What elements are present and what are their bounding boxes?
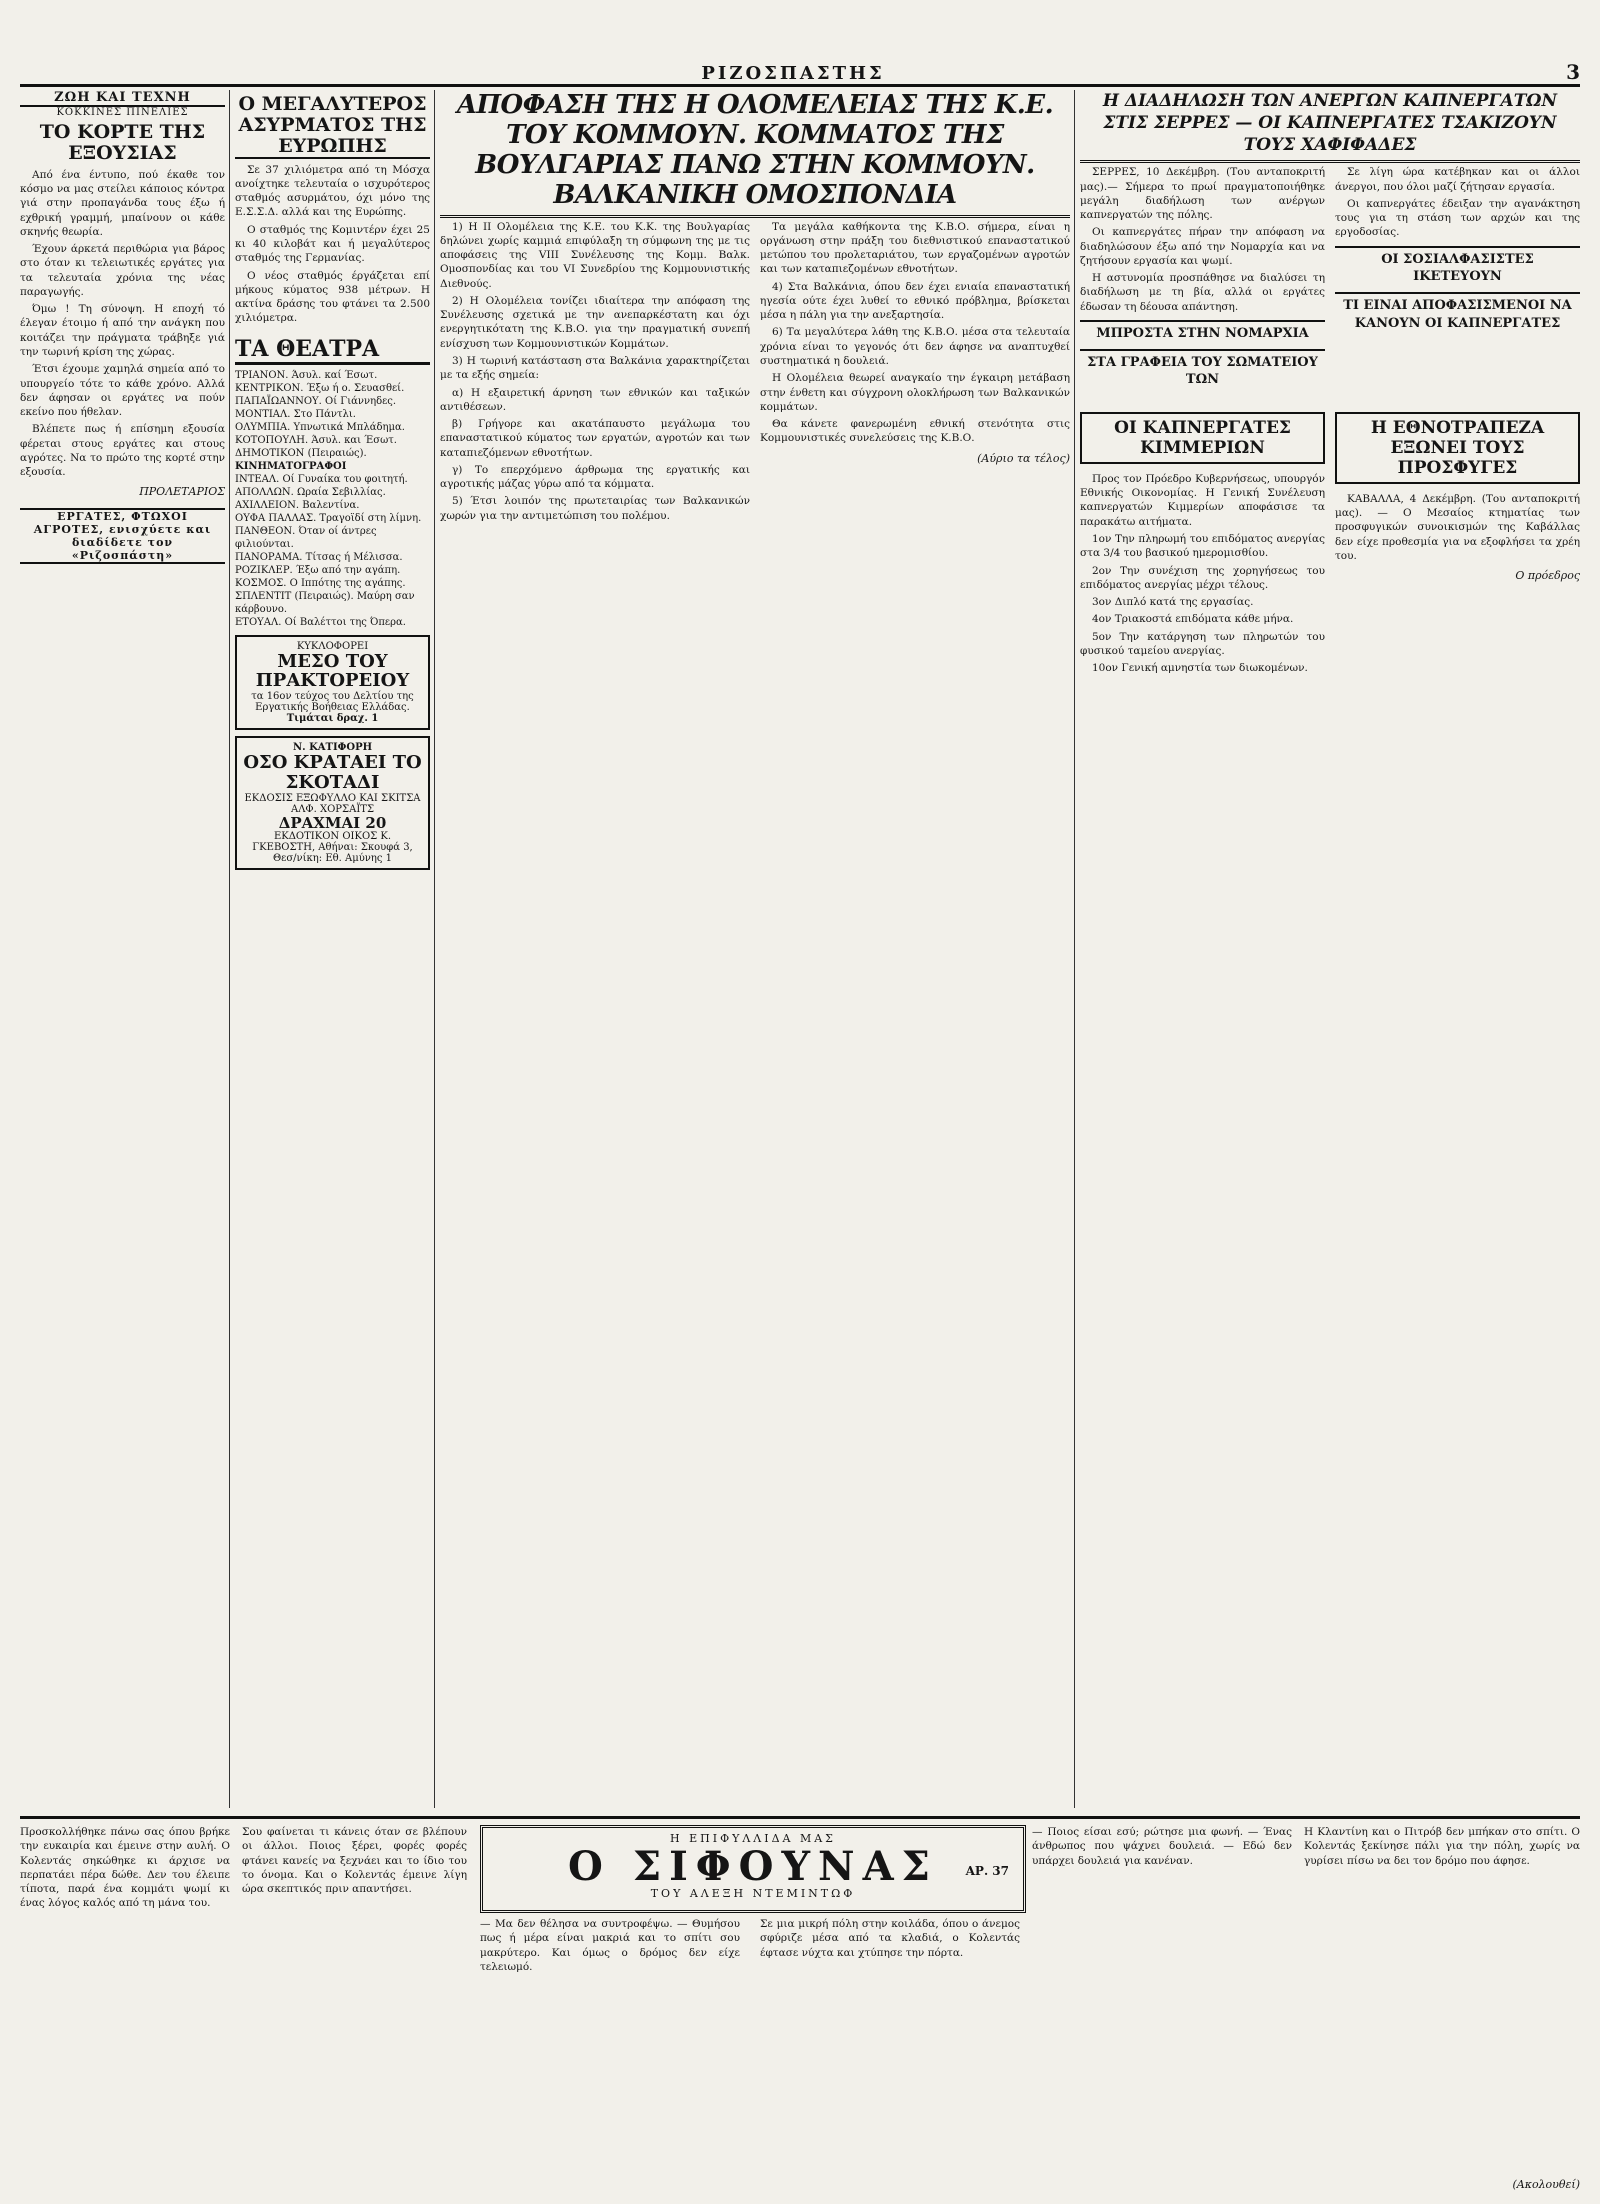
feuilleton-column: Προσκολλήθηκε πάνω σας όπου βρήκε την ευκαιρία και έμεινε στην αυλή. Ο Κολεντάς σηκώθηκε κι άρχισε να περπατάει πέρα δώθε. Δεν του έλειπε τίποτα, παρά ένα κομμάτι ψωμί κι ένας λόγος καλός από τη μάνα του. xyxy=(20,1826,230,1910)
list-item: ΟΥΦΑ ΠΑΛΛΑΣ. Τραγοϊδί στη λίμνη. xyxy=(235,512,422,524)
article-kimmeria xyxy=(1080,404,1325,678)
paragraph: Ο νέος σταθμός έργάζεται επί μήκους κύματος 938 μέτρων. Η ακτίνα δράσης του φτάνει τα 2.500 χιλιόμετρα. xyxy=(235,269,430,325)
paragraph: Οι καπνεργάτες πήραν την απόφαση να διαδηλώσουν έξω από την Νομαρχία και να ζητήσουν εργασία και ψωμί. xyxy=(1080,226,1325,267)
list-item: ΑΧΙΛΛΕΙΟΝ. Βαλεντίνα. xyxy=(235,499,360,511)
article-signature: ΠΡΟΛΕΤΑΡΙΟΣ xyxy=(139,485,225,499)
paragraph: 3) Η τωρινή κατάσταση στα Βαλκάνια χαρακτηρίζεται με τα εξής σημεία: xyxy=(440,355,750,382)
list-item: ΜΟΝΤΙΑΛ. Στο Πάντλι. xyxy=(235,408,356,420)
column-life-and-art xyxy=(20,90,225,1808)
ad-line: ΚΥΚΛΟΦΟΡΕΙ xyxy=(296,640,369,652)
paragraph: 1) Η ΙΙ Ολομέλεια της Κ.Ε. του Κ.Κ. της Βουλγαρίας δηλώνει χωρίς καμμιά επιφύλαξη τη σύμφωνη της με τις αποφάσεις της VIII Συνέλευσης της Κομμ. Βαλκ. Ομοσπονδίας και του VI Συνεδρίου της Κομμουνιστικής Διεθνούς. xyxy=(440,220,750,290)
paragraph: Ο σταθμός της Κομιντέρν έχει 25 κι 40 κιλοβάτ και ή μεγαλύτερος σταθμός της Γερμανίας. xyxy=(235,223,430,265)
demand-item: 3ον Διπλό κατά της εργασίας. xyxy=(1092,596,1254,609)
column-rule xyxy=(434,90,435,1808)
list-item: ΚΕΝΤΡΙΚΟΝ. Έξω ή ο. Σευασθεί. xyxy=(235,382,405,394)
list-item: ΡΟΖΙΚΛΕΡ. Έξω από την αγάπη. xyxy=(235,564,401,576)
paragraph: Η Ολομέλεια θεωρεί αναγκαίο την έγκαιρη μετάβαση στην ένθετη και σύγχρονη ολοκλήρωση των Βαλκανικών κομμάτων. xyxy=(760,372,1070,413)
article-ethnotrapeza xyxy=(1335,404,1580,678)
subheading: ΟΙ ΣΟΣΙΑΛΦΑΣΙΣΤΕΣ ΙΚΕΤΕΥΟΥΝ xyxy=(1335,246,1580,286)
section-subkicker: ΚΟΚΚΙΝΕΣ ΠΙΝΕΛΙΕΣ xyxy=(56,107,189,118)
ad-title: ΜΕΣΟ ΤΟΥ ΠΡΑΚΤΟΡΕΙΟΥ xyxy=(255,650,410,692)
ad-author: Ν. ΚΑΤΙΦΟΡΗ xyxy=(292,742,373,754)
article-body xyxy=(235,163,430,326)
article-body-left xyxy=(440,220,750,526)
feuilleton-column: Η Κλαντίνη και ο Πιτρόβ δεν μπήκαν στο σπίτι. Ο Κολεντάς ξεκίνησε πάλι για την πόλη, χωρίς να γυρίσει πίσω να δει τον δρόμο που άφησε. xyxy=(1304,1826,1580,1867)
feuilleton-column: — Ποιος είσαι εσύ; ρώτησε μια φωνή. — Ένας άνθρωπος που ψάχνει δουλειά. — Εδώ δεν υπάρχει δουλειά για κανέναν. xyxy=(1032,1826,1292,1867)
paragraph: γ) Το επερχόμενο άρθρωμα της εργατικής και αγροτικής μάζας γύρω από τα κόμματα. xyxy=(440,463,750,491)
lower-articles xyxy=(1080,404,1580,678)
article-body-left xyxy=(1080,165,1325,392)
demand-item: 5ον Την κατάργηση των πληρωτών του φυσικού ταμείου ανεργίας. xyxy=(1080,630,1325,657)
demand-item: 4ον Τριακοστά επιδόματα κάθε μήνα. xyxy=(1092,613,1294,626)
subheading: ΜΠΡΟΣΤΑ ΣΤΗΝ ΝΟΜΑΡΧΙΑ xyxy=(1080,320,1325,343)
demand-item: 1ον Την πληρωμή του επιδόματος ανεργίας στα 3/4 του βασικού ημερομισθίου. xyxy=(1080,533,1325,560)
feuilleton-section xyxy=(20,1816,1580,2191)
paragraph: β) Γρήγορε και ακατάπαυστο μεγάλωμα του επαναστατικού κύματος των εργατών, αγροτών και των καταπιεζόμενων εθνοτήτων. xyxy=(440,418,750,459)
demand-item: 2ον Την συνέχιση της χορηγήσεως του επιδόματος ανεργίας μέχρι τέλους. xyxy=(1080,564,1325,591)
article-banner: Η ΔΙΑΔΗΛΩΣΗ ΤΩΝ ΑΝΕΡΓΩΝ ΚΑΠΝΕΡΓΑΤΩΝ ΣΤΙΣ ΣΕΡΡΕΣ — ΟΙ ΚΑΠΝΕΡΓΑΤΕΣ ΤΣΑΚΙΖΟΥΝ ΤΟΥΣ ΧΑΦΙΦΑΔΕΣ xyxy=(1080,90,1580,163)
list-item: ΑΠΟΛΛΩΝ. Ωραία Σεβιλλίας. xyxy=(235,486,386,498)
article-banner: ΑΠΟΦΑΣΗ ΤΗΣ Η ΟΛΟΜΕΛΕΙΑΣ ΤΗΣ Κ.Ε. ΤΟΥ ΚΟΜΜΟΥΝ. ΚΟΜΜΑΤΟΣ ΤΗΣ ΒΟΥΛΓΑΡΙΑΣ ΠΑΝΩ ΣΤΗΝ ΚΟΜΜΟΥΝ. ΒΑΛΚΑΝΙΚΗ ΟΜΟΣΠΟΝΔΙΑ xyxy=(440,90,1070,218)
article-body-right xyxy=(1335,165,1580,392)
list-item: ΠΑΠΑΪΩΑΝΝΟΥ. Οί Γιάννηδες. xyxy=(235,395,397,407)
paragraph: Τα μεγάλα καθήκοντα της Κ.Β.Ο. σήμερα, είναι η οργάνωση στην πράξη του διεθνιστικού επαναστατικού μετώπου του προλεταριάτου, των εργαζομένων αγροτών και των καταπιεζομένων εθνοτήτων. xyxy=(760,220,1070,276)
advertisement-book xyxy=(235,736,430,870)
column-rule xyxy=(1074,90,1075,1808)
ad-line: ΕΚΔΟΣΙΣ ΕΞΩΦΥΛΛΟ ΚΑΙ ΣΚΙΤΣΑ ΑΛΦ. ΧΟΡΣΑΪΤΣ xyxy=(244,792,421,815)
article-headline: Ο ΜΕΓΑΛΥΤΕΡΟΣ ΑΣΥΡΜΑΤΟΣ ΤΗΣ ΕΥΡΩΠΗΣ xyxy=(235,94,430,159)
column-rule xyxy=(229,90,230,1808)
feuilleton-kicker: Η ΕΠΙΦΥΛΛΙΔΑ ΜΑΣ xyxy=(670,1832,836,1845)
ad-title: ΟΣΟ ΚΡΑΤΑΕΙ ΤΟ ΣΚΟΤΑΔΙ xyxy=(243,752,422,793)
feuilleton-title-box xyxy=(480,1825,1026,1913)
feuilleton-column: Σου φαίνεται τι κάνεις όταν σε βλέπουν οι άλλοι. Ποιος ξέρει, φορές φορές φτάνει κανείς να ξεχνάει και το ίδιο του το όνομα. Και ο Κολεντάς έμεινε λίγη ώρα σκεπτικός πριν απαντήσει. xyxy=(242,1826,467,1896)
masthead xyxy=(20,58,1580,87)
column-balkan-federation xyxy=(440,90,1070,1808)
paragraph: 2) Η Ολομέλεια τονίζει ιδιαίτερα την απόφαση της Συνέλευσης σχετικά με την ανεπαρκέστατη και όχι ενεργητικότατη της Κ.Β.Ο. για την πραγματική συνεπή ενίσχυση των Κομμουνιστικών Κομμάτων. xyxy=(440,294,750,350)
article-columns xyxy=(1080,163,1580,394)
column-radio-theatres xyxy=(235,90,430,1808)
page-number: 3 xyxy=(1566,60,1580,84)
feuilleton-title: Ο ΣΙΦΟΥΝΑΣ xyxy=(568,1843,938,1890)
paragraph: Έτσι έχουμε χαμηλά σημεία από το υπουργείο τότε το κάθε χρόνο. Αλλά δεν άφησαν οι εργάτες να πούν εκείνο που ήθελαν. xyxy=(20,363,225,419)
article-body xyxy=(20,168,225,480)
list-item: ΤΡΙΑΝΟΝ. Άσυλ. καί Έσωτ. xyxy=(235,369,378,381)
paragraph: Από ένα έντυπο, πού έκαθε τον κόσμο να μας στείλει κάποιος κόντρα γιά στην προπαγάνδα τους έξω ή εχθρική γραμμή, μπαίνουν οι κάθε σκηνής θεωρία. xyxy=(20,168,225,238)
section-kicker: ΖΩΗ ΚΑΙ ΤΕΧΝΗ xyxy=(20,90,225,107)
article-signature: Ο πρόεδρος xyxy=(1515,569,1580,583)
list-item: ΙΝΤΕΑΛ. Οί Γυναίκα του φοιτητή. xyxy=(235,473,408,485)
list-item: ΕΤΟΥΑΛ. Οί Βαλέττοι της Όπερα. xyxy=(235,616,406,628)
list-item: ΣΠΛΕΝΤΙΤ (Πειραιώς). Μαύρη σαν κάρβουνο. xyxy=(235,590,415,615)
paragraph: 5) Έτσι λοιπόν της πρωτεταιρίας των Βαλκανικών χωρών για την αντιμετώπιση του πολέμου. xyxy=(440,495,750,522)
ad-price: ΔΡΑΧΜΑΙ 20 xyxy=(278,813,387,832)
subheading: ΣΤΑ ΓΡΑΦΕΙΑ ΤΟΥ ΣΩΜΑΤΕΙΟΥ ΤΩΝ xyxy=(1080,349,1325,389)
theatres-heading: ΤΑ ΘΕΑΤΡΑ xyxy=(235,336,430,365)
article-headline: Η ΕΘΝΟΤΡΑΠΕΖΑ ΕΞΩΝΕΙ ΤΟΥΣ ΠΡΟΣΦΥΓΕΣ xyxy=(1335,412,1580,484)
feuilleton-issue: ΑΡ. 37 xyxy=(965,1864,1009,1878)
advertisement-bulletin xyxy=(235,635,430,731)
feuilleton-column: Σε μια μικρή πόλη στην κοιλάδα, όπου ο άνεμος σφύριζε μέσα από τα κλαδιά, ο Κολεντάς έφτασε νύχτα και χτύπησε την πόρτα. xyxy=(760,1918,1020,1959)
paragraph: 4) Στα Βαλκάνια, όπου δεν έχει ενιαία επαναστατική ηγεσία ούτε έχει λυθεί το εθνικό πρόβλημα, βρίσκεται μέσα η πάλη για την ανεξαρτησία. xyxy=(760,280,1070,322)
feuilleton-column: — Μα δεν θέλησα να συντροφέψω. — Θυμήσου πως ή μέρα είναι μακριά και το σπίτι σου μακρύτερο. Και όμως ο δρόμος δεν είχε τελειωμό. xyxy=(480,1918,740,1973)
paragraph: Προς τον Πρόεδρο Κυβερνήσεως, υπουργόν Εθνικής Οικονομίας. Η Γενική Συνέλευση καπνεργατών Κιμμερίων αποφάσισε τα παρακάτω αιτήματα. xyxy=(1080,472,1325,528)
paragraph: α) Η εξαιρετική άρνηση των εθνικών και ταξικών αντιθέσεων. xyxy=(440,386,750,413)
list-item: ΚΟΤΟΠΟΥΛΗ. Άσυλ. και Έσωτ. xyxy=(235,434,397,446)
article-body xyxy=(1080,472,1325,675)
paragraph: Οι καπνεργάτες έδειξαν την αγανάκτηση τους για τη στάση των αρχών και της εργοδοσίας. xyxy=(1335,197,1580,239)
ad-price: Τιμάται δραχ. 1 xyxy=(286,713,379,725)
paragraph: Θα κάνετε φανερωμένη εθνική στενότητα στις Κομμουνιστικές συνελεύσεις της Κ.Β.Ο. xyxy=(760,418,1070,445)
article-signature: (Αύριο τα τέλος) xyxy=(977,451,1070,465)
paragraph: Έχουν άρκετά περιθώρια για βάρος στο όταν κι τελειωτικές εργάτες για τα τελευταία χρόνια της νέας παραγωγής. xyxy=(20,243,225,298)
article-headline: ΟΙ ΚΑΠΝΕΡΓΑΤΕΣ ΚΙΜΜΕΡΙΩΝ xyxy=(1080,412,1325,464)
paragraph: Η αστυνομία προσπάθησε να διαλύσει τη διαδήλωση με τη βία, αλλά οι εργάτες έδωσαν τη δέουσα απάντηση. xyxy=(1080,272,1325,313)
list-item: ΚΟΣΜΟΣ. Ο Ιππότης της αγάπης. xyxy=(235,577,406,589)
paragraph: ΚΑΒΑΛΛΑ, 4 Δεκέμβρη. (Του ανταποκριτή μας). — Ο Μεσαίος κτηματίας των προσφυγικών συνοικισμών της Καβάλλας δεν είχε προθεσμία για να εξοφλήσει τα χρέη του. xyxy=(1335,492,1580,563)
appeal-footer: ΕΡΓΑΤΕΣ, ΦΤΩΧΟΙ ΑΓΡΟΤΕΣ, ενισχύετε και διαδίδετε τον «Ριζοσπάστη» xyxy=(20,508,225,564)
column-tobacco-workers xyxy=(1080,90,1580,1808)
list-item: ΠΑΝΘΕΟΝ. Όταν οί άντρες φιλιούνται. xyxy=(235,525,377,550)
demand-item: 10ον Γενική αμνηστία των διωκομένων. xyxy=(1092,662,1308,675)
list-item: ΠΑΝΟΡΑΜΑ. Τίτσας ή Μέλισσα. xyxy=(235,551,403,563)
article-body-right xyxy=(760,220,1070,526)
list-item: ΟΛΥΜΠΙΑ. Υπνωτικά Μπλάδημα. xyxy=(235,421,405,433)
ad-line: τα 16ον τεύχος του Δελτίου της Εργατικής Βοήθειας Ελλάδας. xyxy=(251,691,414,714)
paragraph: Σε λίγη ώρα κατέβηκαν και οι άλλοι άνεργοι, που όλοι μαζί ζήτησαν εργασία. xyxy=(1335,166,1580,193)
ad-publisher: ΕΚΔΟΤΙΚΟΝ ΟΙΚΟΣ Κ. ΓΚΕΒΟΣΤΗ, Αθήναι: Σκουφά 3, Θεσ/νίκη: Εθ. Αμύνης 1 xyxy=(252,831,413,865)
paragraph: Σε 37 χιλιόμετρα από τη Μόσχα ανοίχτηκε τελευταία ο ισχυρότερος σταθμός ασυρμάτου, όχι μόνο της Ε.Σ.Σ.Δ. αλλά και της Ευρώπης. xyxy=(235,163,430,219)
feuilleton-author: ΤΟΥ ΑΛΕΞΗ ΝΤΕΜΙΝΤΩΦ xyxy=(650,1887,856,1900)
paragraph: 6) Τα μεγαλύτερα λάθη της Κ.Β.Ο. μέσα στα τελευταία χρόνια είναι το γεγονός ότι δεν άφησε να αναπτυχθεί συστηματικά η δουλειά. xyxy=(760,326,1070,368)
feuilleton-signature: (Ακολουθεί) xyxy=(1512,2178,1580,2191)
list-item: ΚΙΝΗΜΑΤΟΓΡΑΦΟΙ xyxy=(235,460,347,472)
article-headline: ΤΟ ΚΟΡΤΕ ΤΗΣ ΕΞΟΥΣΙΑΣ xyxy=(39,121,206,164)
paragraph: ΣΕΡΡΕΣ, 10 Δεκέμβρη. (Του ανταποκριτή μας).— Σήμερα το πρωί πραγματοποιήθηκε μεγάλη διαδήλωση των ανέργων καπνεργατών της πόλης. xyxy=(1080,166,1325,222)
article-body xyxy=(1335,492,1580,563)
masthead-title: ΡΙΖΟΣΠΑΣΤΗΣ xyxy=(701,63,885,84)
list-item: ΔΗΜΟΤΙΚΟΝ (Πειραιώς). xyxy=(235,447,367,459)
paragraph: Βλέπετε πως ή επίσημη εξουσία φέρεται στους εργάτες και στους αγρότες. Να το πρώτο της κορτέ στην εξουσία. xyxy=(20,423,225,479)
subheading: ΤΙ ΕΙΝΑΙ ΑΠΟΦΑΣΙΣΜΕΝΟΙ ΝΑ ΚΑΝΟΥΝ ΟΙ ΚΑΠΝΕΡΓΑΤΕΣ xyxy=(1335,292,1580,332)
theatre-listings xyxy=(235,369,430,629)
paragraph: Όμω ! Τη σύνοψη. Η εποχή τό έλεγαν έτοιμο ή από την ανάγκη που κοιτάζει την πράγματα τράβηξε γιά την τωρινή κρίση της χώρας. xyxy=(20,303,225,358)
article-columns xyxy=(440,218,1070,528)
